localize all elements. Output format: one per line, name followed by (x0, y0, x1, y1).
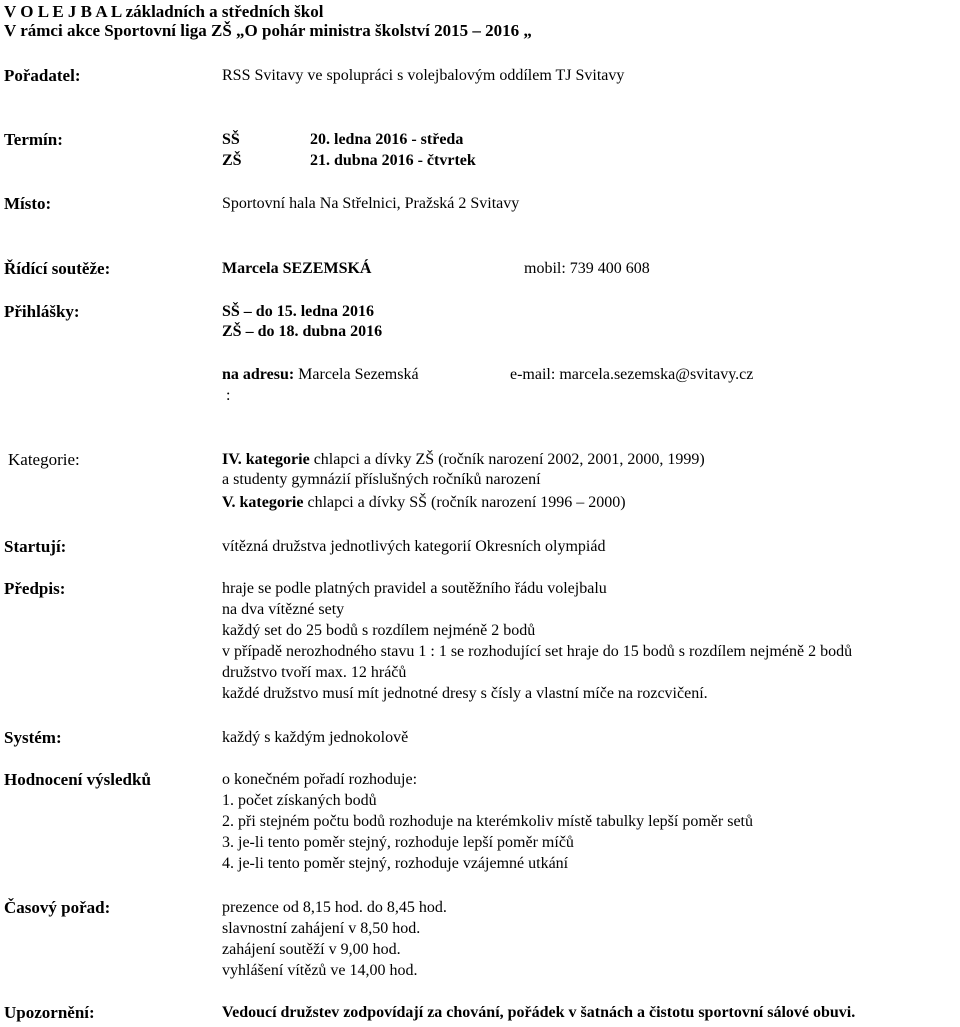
organizer-label: Pořadatel: (4, 66, 81, 85)
director-name: Marcela SEZEMSKÁ (222, 260, 372, 277)
address-colon: : (226, 387, 231, 404)
category-iv-name: IV. kategorie (222, 451, 310, 468)
category-v-name: V. kategorie (222, 494, 304, 511)
starters-label: Startují: (4, 537, 67, 556)
results-line: 1. počet získaných bodů (222, 792, 377, 809)
rules-line: každý set do 25 bodů s rozdílem nejméně 2 bodů (222, 622, 536, 639)
notice-value: Vedoucí družstev zodpovídají za chování, pořádek v šatnách a čistotu sportovní sálové obuvi. (222, 1004, 856, 1021)
term-label: Termín: (4, 130, 63, 149)
system-label: Systém: (4, 728, 62, 747)
rules-label: Předpis: (4, 579, 66, 598)
address-line (222, 366, 419, 384)
document-title: V O L E J B A L základních a středních škol (4, 2, 324, 21)
term-date-ss: 20. ledna 2016 - středa (310, 131, 464, 148)
deadline-ss: SŠ – do 15. ledna 2016 (222, 303, 375, 320)
category-iv-text: chlapci a dívky ZŠ (ročník narození 2002, 2001, 2000, 1999) (309, 451, 705, 468)
categories-label: Kategorie: (8, 450, 80, 469)
document-subtitle: V rámci akce Sportovní liga ZŠ „O pohár ministra školství 2015 – 2016 „ (4, 21, 532, 40)
place-value: Sportovní hala Na Střelnici, Pražská 2 Svitavy (222, 195, 520, 212)
applications-label: Přihlášky: (4, 302, 80, 321)
schedule-line: prezence od 8,15 hod. do 8,45 hod. (222, 899, 447, 916)
address-label: na adresu: (222, 366, 295, 383)
starters-value: vítězná družstva jednotlivých kategorií Okresních olympiád (222, 538, 606, 555)
rules-line: družstvo tvoří max. 12 hráčů (222, 664, 407, 681)
category-iv (222, 451, 705, 469)
place-label: Místo: (4, 194, 52, 213)
results-line: o konečném pořadí rozhoduje: (222, 771, 418, 788)
term-date-zs: 21. dubna 2016 - čtvrtek (310, 152, 476, 169)
director-phone: mobil: 739 400 608 (524, 260, 650, 277)
term-level-ss: SŠ (222, 131, 240, 148)
schedule-line: vyhlášení vítězů ve 14,00 hod. (222, 962, 418, 979)
rules-line: na dva vítězné sety (222, 601, 345, 618)
category-iv-line2: a studenty gymnázií příslušných ročníků narození (222, 471, 541, 488)
results-line: 4. je-li tento poměr stejný, rozhoduje vzájemné utkání (222, 855, 569, 872)
email: e-mail: marcela.sezemska@svitavy.cz (510, 366, 754, 383)
schedule-label: Časový pořad: (4, 898, 111, 917)
system-value: každý s každým jednokolově (222, 729, 409, 746)
notice-label: Upozornění: (4, 1003, 95, 1022)
rules-line: hraje se podle platných pravidel a soutěžního řádu volejbalu (222, 580, 607, 597)
category-v-text: chlapci a dívky SŠ (ročník narození 1996 – 2000) (303, 494, 626, 511)
schedule-line: zahájení soutěží v 9,00 hod. (222, 941, 401, 958)
rules-line: v případě nerozhodného stavu 1 : 1 se rozhodující set hraje do 15 bodů s rozdílem nejméně 2 bodů (222, 643, 853, 660)
schedule-line: slavnostní zahájení v 8,50 hod. (222, 920, 421, 937)
results-label: Hodnocení výsledků (4, 770, 151, 789)
deadline-zs: ZŠ – do 18. dubna 2016 (222, 323, 383, 340)
rules-line: každé družstvo musí mít jednotné dresy s čísly a vlastní míče na rozcvičení. (222, 685, 708, 702)
organizer-value: RSS Svitavy ve spolupráci s volejbalovým oddílem TJ Svitavy (222, 67, 625, 84)
director-label: Řídící soutěže: (4, 259, 111, 278)
term-level-zs: ZŠ (222, 152, 242, 169)
results-line: 3. je-li tento poměr stejný, rozhoduje lepší poměr míčů (222, 834, 574, 851)
address-name: Marcela Sezemská (298, 366, 419, 383)
results-line: 2. při stejném počtu bodů rozhoduje na kterémkoliv místě tabulky lepší poměr setů (222, 813, 753, 830)
category-v (222, 494, 626, 512)
